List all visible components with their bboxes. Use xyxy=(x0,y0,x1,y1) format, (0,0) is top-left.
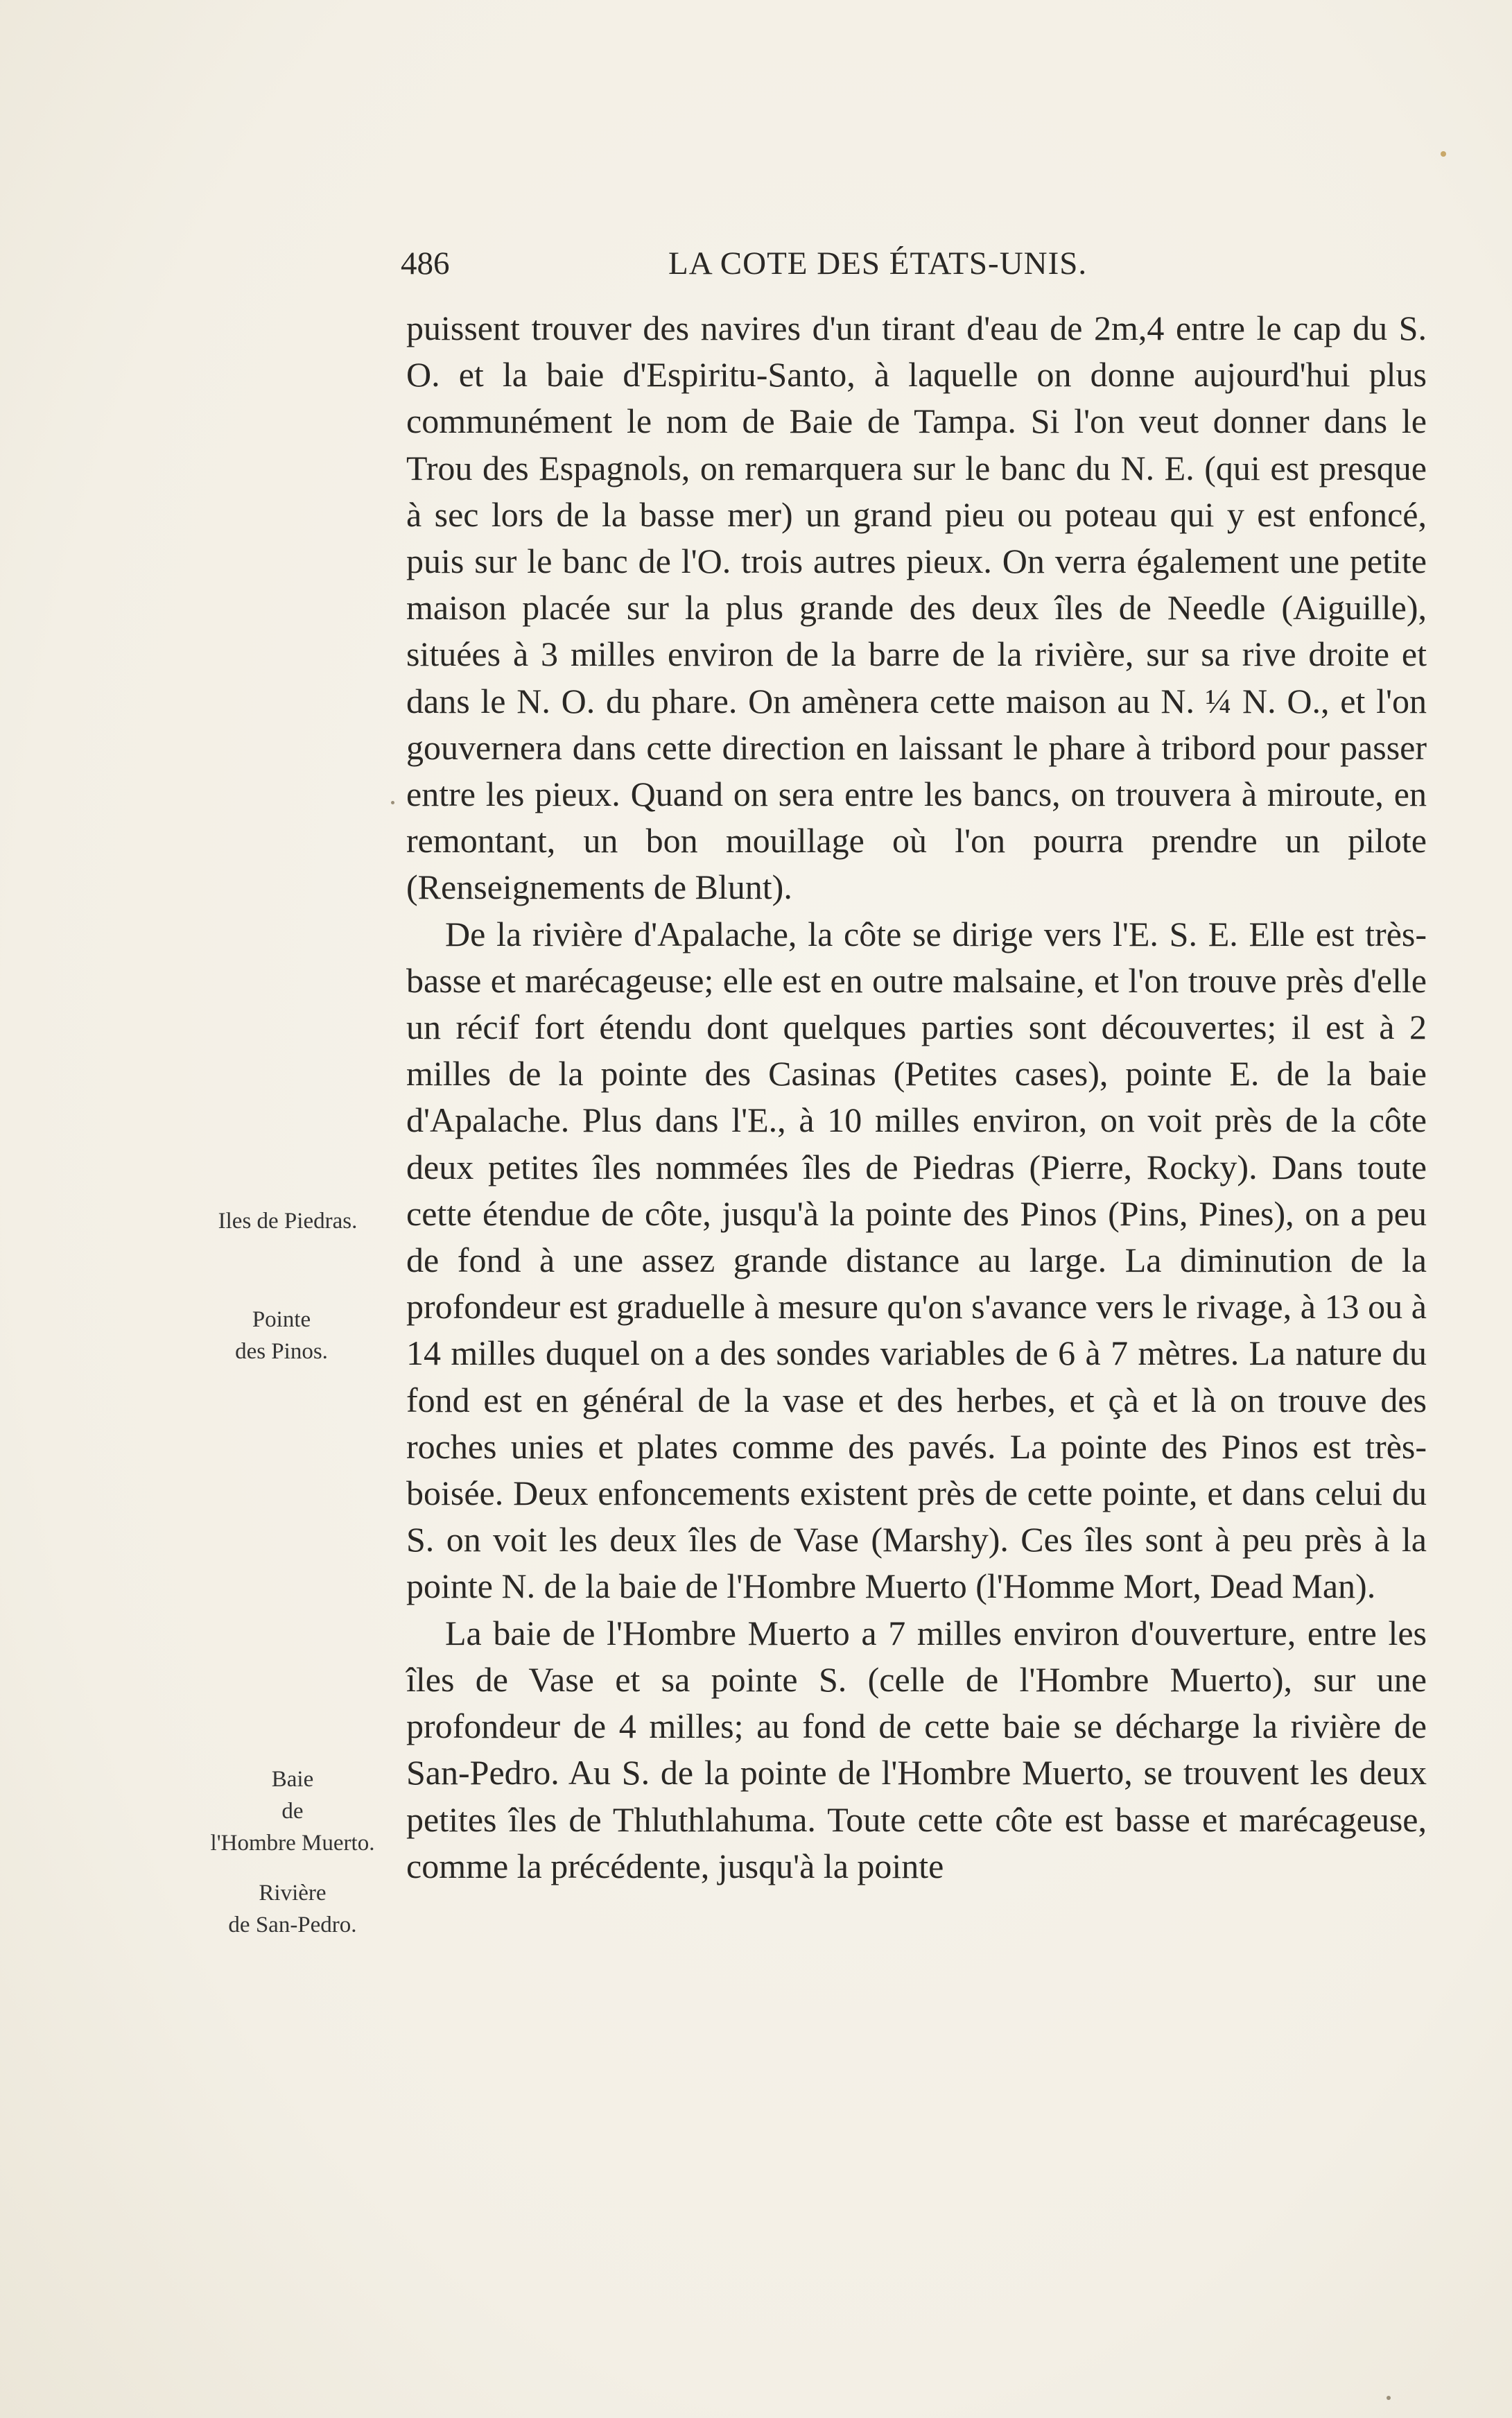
margin-note-line: Iles de Piedras. xyxy=(218,1209,358,1234)
margin-note-line: de San-Pedro. xyxy=(228,1912,357,1937)
margin-note-line: Rivière xyxy=(259,1881,327,1906)
margin-note-line: Baie xyxy=(271,1767,314,1792)
running-title: LA COTE DES ÉTATS-UNIS. xyxy=(668,245,1088,282)
main-text xyxy=(406,305,1427,1890)
margin-note-line: Pointe xyxy=(252,1307,311,1332)
margin-note-line: l'Hombre Muerto. xyxy=(210,1831,375,1856)
paragraph-hombre-muerto-bay: La baie de l'Hombre Muerto a 7 milles environ d'ouverture, entre les îles de Vase et sa pointe S. (celle de l'Hombre Muerto), sur une profondeur de 4 milles; au fond de cette baie se décharge la rivière de San-Pedro. Au S. de la pointe de l'Hombre Muerto, se trouvent les deux petites îles de Thluthlahuma. Toute cette côte est basse et marécageuse, comme la précédente, jusqu'à la pointe xyxy=(406,1613,1427,1885)
margin-note-line: de xyxy=(281,1799,304,1824)
margin-note-iles-de-piedras xyxy=(184,1205,392,1237)
margin-note-riviere-san-pedro xyxy=(189,1877,397,1941)
page-header xyxy=(401,239,1427,288)
paragraph-apalache-coast: De la rivière d'Apalache, la côte se dirige vers l'E. S. E. Elle est très-basse et marécageuse; elle est en outre malsaine, et l'on trouve près d'elle un récif fort étendu dont quelques parties sont découvertes; il est à 2 milles de la pointe des Casinas (Petites cases), pointe E. de la baie d'Apalache. Plus dans l'E., à 10 milles environ, on voit près de la côte deux petites îles nommées îles de Piedras (Pierre, Rocky). Dans toute cette étendue de côte, jusqu'à la pointe des Pinos (Pins, Pines), on a peu de fond à une assez grande distance au large. La diminution de la profondeur est graduelle à mesure qu'on s'avance vers le rivage, à 13 ou à 14 milles duquel on a des sondes variables de 6 à 7 mètres. La nature du fond est en général de la vase et des herbes, et çà et là on trouve des roches unies et plates comme des pavés. La pointe des Pinos est très-boisée. Deux enfoncements existent près de cette pointe, et dans celui du S. on voit les deux îles de Vase (Marshy). Ces îles sont à peu près à la pointe N. de la baie de l'Hombre Muerto (l'Homme Mort, Dead Man). xyxy=(406,914,1427,1606)
paragraph-continued: puissent trouver des navires d'un tirant d'eau de 2m,4 entre le cap du S. O. et la baie d'Espiritu-Santo, à laquelle on donne aujourd'hui plus communément le nom de Baie de Tampa. Si l'on veut donner dans le Trou des Espagnols, on remarquera sur le banc du N. E. (qui est presque à sec lors de la basse mer) un grand pieu ou poteau qui y est enfoncé, puis sur le banc de l'O. trois autres pieux. On verra également une petite maison placée sur la plus grande des deux îles de Needle (Aiguille), situées à 3 milles environ de la barre de la rivière, sur sa rive droite et dans le N. O. du phare. On amènera cette maison au N. ¼ N. O., et l'on gouvernera dans cette direction en laissant le phare à tribord pour passer entre les pieux. Quand on sera entre les bancs, on trouvera à miroute, en remontant, un bon mouillage où l'on pourra prendre un pilote (Renseignements de Blunt). xyxy=(406,309,1427,907)
page-number: 486 xyxy=(401,245,450,282)
paper-speck xyxy=(1387,2396,1391,2400)
paper-speck xyxy=(1441,151,1446,157)
paper-speck xyxy=(391,801,394,804)
margin-note-baie-hombre-muerto xyxy=(189,1763,397,1859)
margin-note-pointe-des-pinos xyxy=(177,1304,385,1367)
margin-note-line: des Pinos. xyxy=(235,1339,328,1364)
